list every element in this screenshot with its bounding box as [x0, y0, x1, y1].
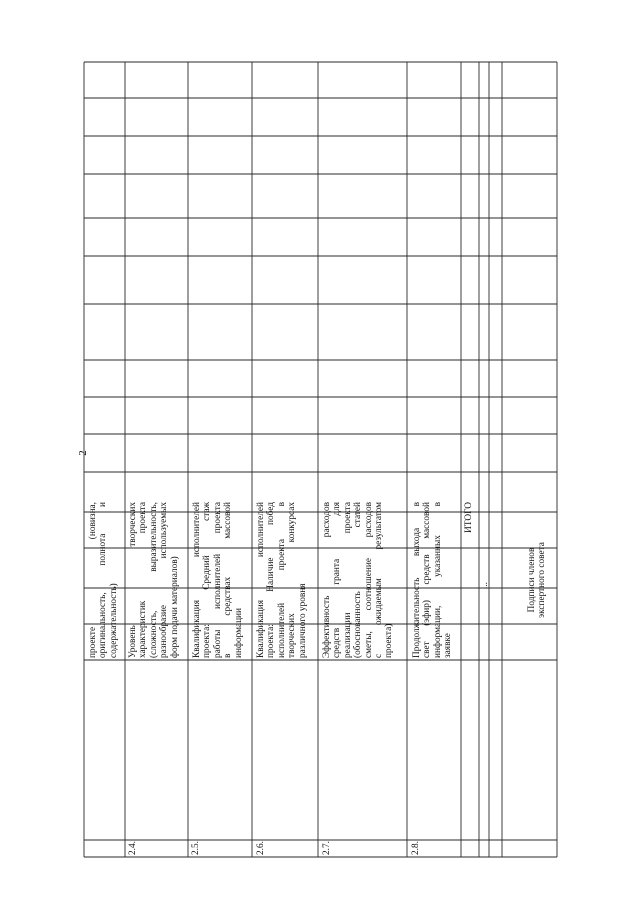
criterion-2-4-text: Уровень творческих характеристик проекта (сложность, выразительность, разнообразие используемых форм подачи материалов) — [128, 502, 180, 658]
criterion-2-8-text: Продолжительность выхода в свет (эфир) средств массовой информации, указанных в заявке — [412, 502, 454, 658]
criterion-number-2-8: 2.8. — [411, 841, 421, 855]
criterion-2-6-text: Квалификация исполнителей проекта: Наличие побед исполнителей проекта в творческих конкурсах различного уровня — [256, 502, 308, 658]
criterion-number-2-5: 2.5. — [191, 841, 201, 855]
criterion-2-7-text: Эффективность расходов средств гранта для реализации проекта (обоснованность статей сметы, соотношение расходов с ожидаемым результатом проекта) — [322, 502, 395, 658]
criterion-number-2-6: 2.6. — [256, 841, 266, 855]
page-number: 2 — [77, 450, 89, 456]
criterion-number-2-4: 2.4. — [128, 841, 138, 855]
ellipsis-row: ... — [480, 582, 490, 589]
criterion-continuation-text: проекте (новизна, оригинальность, полнота и содержательность) — [88, 502, 119, 658]
total-label: ИТОГО — [464, 502, 474, 533]
criterion-2-5-text: Квалификация исполнителей проекта: Средний стаж работы исполнителей проекта в средствах массовой информации — [192, 502, 244, 658]
criterion-number-2-7: 2.7. — [322, 841, 332, 855]
signatures-label: Подписи членов экспертного совета — [527, 542, 548, 618]
